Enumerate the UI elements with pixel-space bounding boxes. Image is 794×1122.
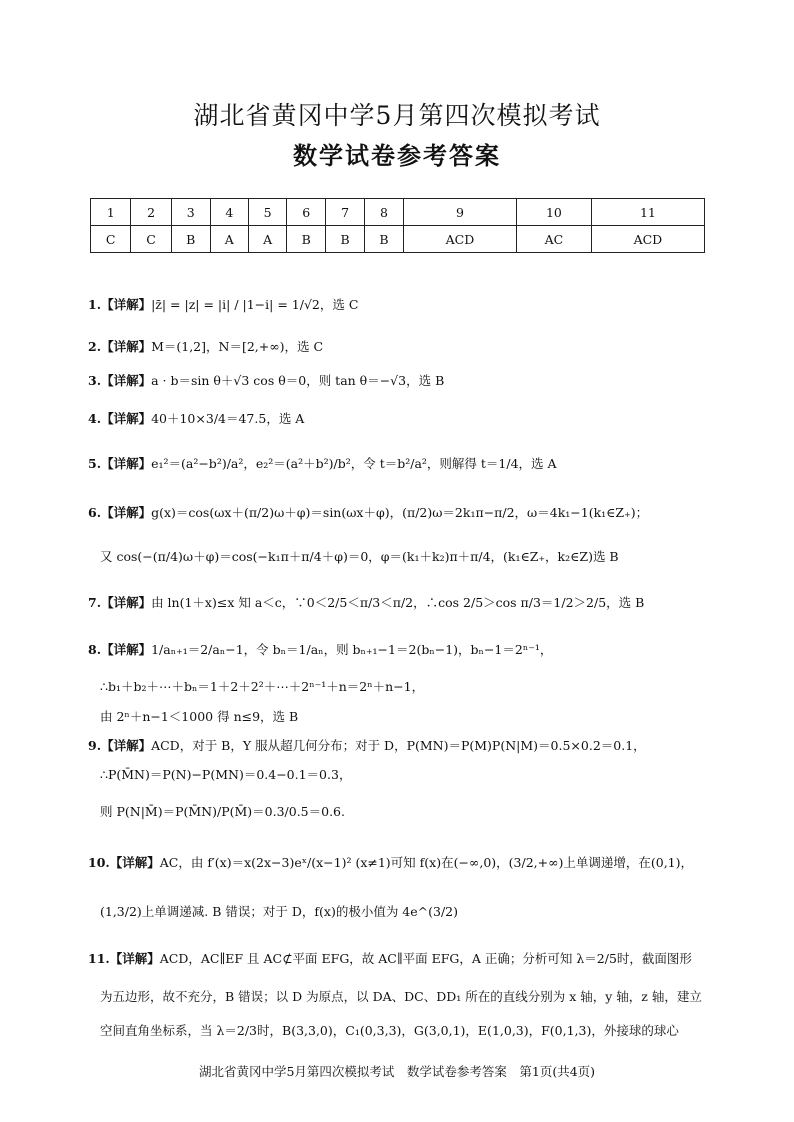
- solution-9-line-2: ∴P(M̄N)＝P(N)−P(MN)＝0.4−0.1＝0.3，: [100, 767, 352, 782]
- answer-table: [90, 198, 705, 253]
- answer-cell: A: [248, 226, 286, 253]
- question-number: 9: [403, 199, 516, 226]
- solution-8: 8.【详解】1/aₙ₊₁＝2/aₙ−1，令 bₙ＝1/aₙ，则 bₙ₊₁−1＝2(bₙ−1)，bₙ−1＝2ⁿ⁻¹，: [88, 642, 553, 657]
- solution-6-continued: 又 cos(−(π/4)ω＋φ)＝cos(−k₁π＋π/4＋φ)＝0，φ＝(k₁＋k₂)π＋π/4，(k₁∈Z₊，k₂∈Z)选 B: [100, 549, 619, 564]
- solution-3: 3.【详解】a · b＝sin θ＋√3 cos θ＝0，则 tan θ＝−√3，选 B: [88, 373, 445, 388]
- answer-table-answers-row: [91, 226, 705, 253]
- answer-cell: C: [91, 226, 131, 253]
- question-number: 2: [131, 199, 171, 226]
- solution-1: 1.【详解】|z̄| = |z| = |i| / |1−i| = 1/√2，选 C: [88, 297, 359, 312]
- solution-11-line-2: 为五边形，故不充分，B 错误；以 D 为原点，以 DA、DC、DD₁ 所在的直线分别为 x 轴，y 轴，z 轴，建立: [100, 989, 702, 1004]
- question-number: 7: [326, 199, 365, 226]
- answer-cell: B: [171, 226, 210, 253]
- page-footer: 湖北省黄冈中学5月第四次模拟考试 数学试卷参考答案 第1页(共4页): [198, 1064, 596, 1079]
- solution-2: 2.【详解】M＝(1,2]，N＝[2,+∞)，选 C: [88, 339, 324, 354]
- answer-cell: C: [131, 226, 171, 253]
- solution-4: 4.【详解】40＋10×3/4＝47.5，选 A: [88, 411, 305, 426]
- answer-cell: B: [326, 226, 365, 253]
- question-number: 6: [287, 199, 326, 226]
- page-title: 湖北省黄冈中学5月第四次模拟考试: [193, 101, 601, 130]
- page-subtitle: 数学试卷参考答案: [293, 141, 501, 170]
- answer-cell: A: [210, 226, 248, 253]
- solution-9-line-3: 则 P(N|M̄)＝P(M̄N)/P(M̄)＝0.3/0.5＝0.6.: [100, 804, 345, 819]
- question-number: 8: [365, 199, 404, 226]
- question-number: 1: [91, 199, 131, 226]
- answer-cell: ACD: [591, 226, 704, 253]
- question-number: 4: [210, 199, 248, 226]
- solution-8-line-3: 由 2ⁿ＋n−1＜1000 得 n≤9，选 B: [100, 709, 299, 724]
- solution-6: 6.【详解】g(x)＝cos(ωx＋(π/2)ω＋φ)＝sin(ωx＋φ)，(π/2)ω＝2k₁π−π/2，ω＝4k₁−1(k₁∈Z₊)；: [88, 505, 649, 520]
- question-number: 11: [591, 199, 704, 226]
- solution-11: 11.【详解】ACD，AC∥EF 且 AC⊄平面 EFG，故 AC∥平面 EFG，A 正确；分析可知 λ＝2/5时，截面图形: [88, 951, 692, 966]
- solution-10: 10.【详解】AC，由 f′(x)＝x(2x−3)eˣ/(x−1)² (x≠1)可知 f(x)在(−∞,0)，(3/2,+∞)上单调递增，在(0,1)，: [88, 855, 694, 870]
- answer-cell: B: [365, 226, 404, 253]
- answer-cell: AC: [517, 226, 592, 253]
- solution-7: 7.【详解】由 ln(1＋x)≤x 知 a＜c，∵0＜2/5＜π/3＜π/2，∴cos 2/5＞cos π/3＝1/2＞2/5，选 B: [88, 595, 645, 610]
- question-number: 10: [517, 199, 592, 226]
- solution-5: 5.【详解】e₁²＝(a²−b²)/a²，e₂²＝(a²＋b²)/b²，令 t＝b²/a²，则解得 t＝1/4，选 A: [88, 456, 557, 471]
- answer-cell: ACD: [403, 226, 516, 253]
- solution-9: 9.【详解】ACD，对于 B，Y 服从超几何分布；对于 D，P(MN)＝P(M)P(N|M)＝0.5×0.2＝0.1，: [88, 738, 646, 753]
- question-number: 5: [248, 199, 286, 226]
- solution-10-line-2: (1,3/2)上单调递减. B 错误；对于 D，f(x)的极小值为 4e^(3/2): [100, 904, 458, 919]
- solution-8-line-2: ∴b₁＋b₂＋⋯＋bₙ＝1＋2＋2²＋⋯＋2ⁿ⁻¹＋n＝2ⁿ＋n−1，: [100, 679, 425, 694]
- answer-cell: B: [287, 226, 326, 253]
- solution-11-line-3: 空间直角坐标系，当 λ＝2/3时，B(3,3,0)，C₁(0,3,3)，G(3,0,1)，E(1,0,3)，F(0,1,3)，外接球的球心: [100, 1023, 679, 1038]
- answer-table-numbers-row: [91, 199, 705, 226]
- question-number: 3: [171, 199, 210, 226]
